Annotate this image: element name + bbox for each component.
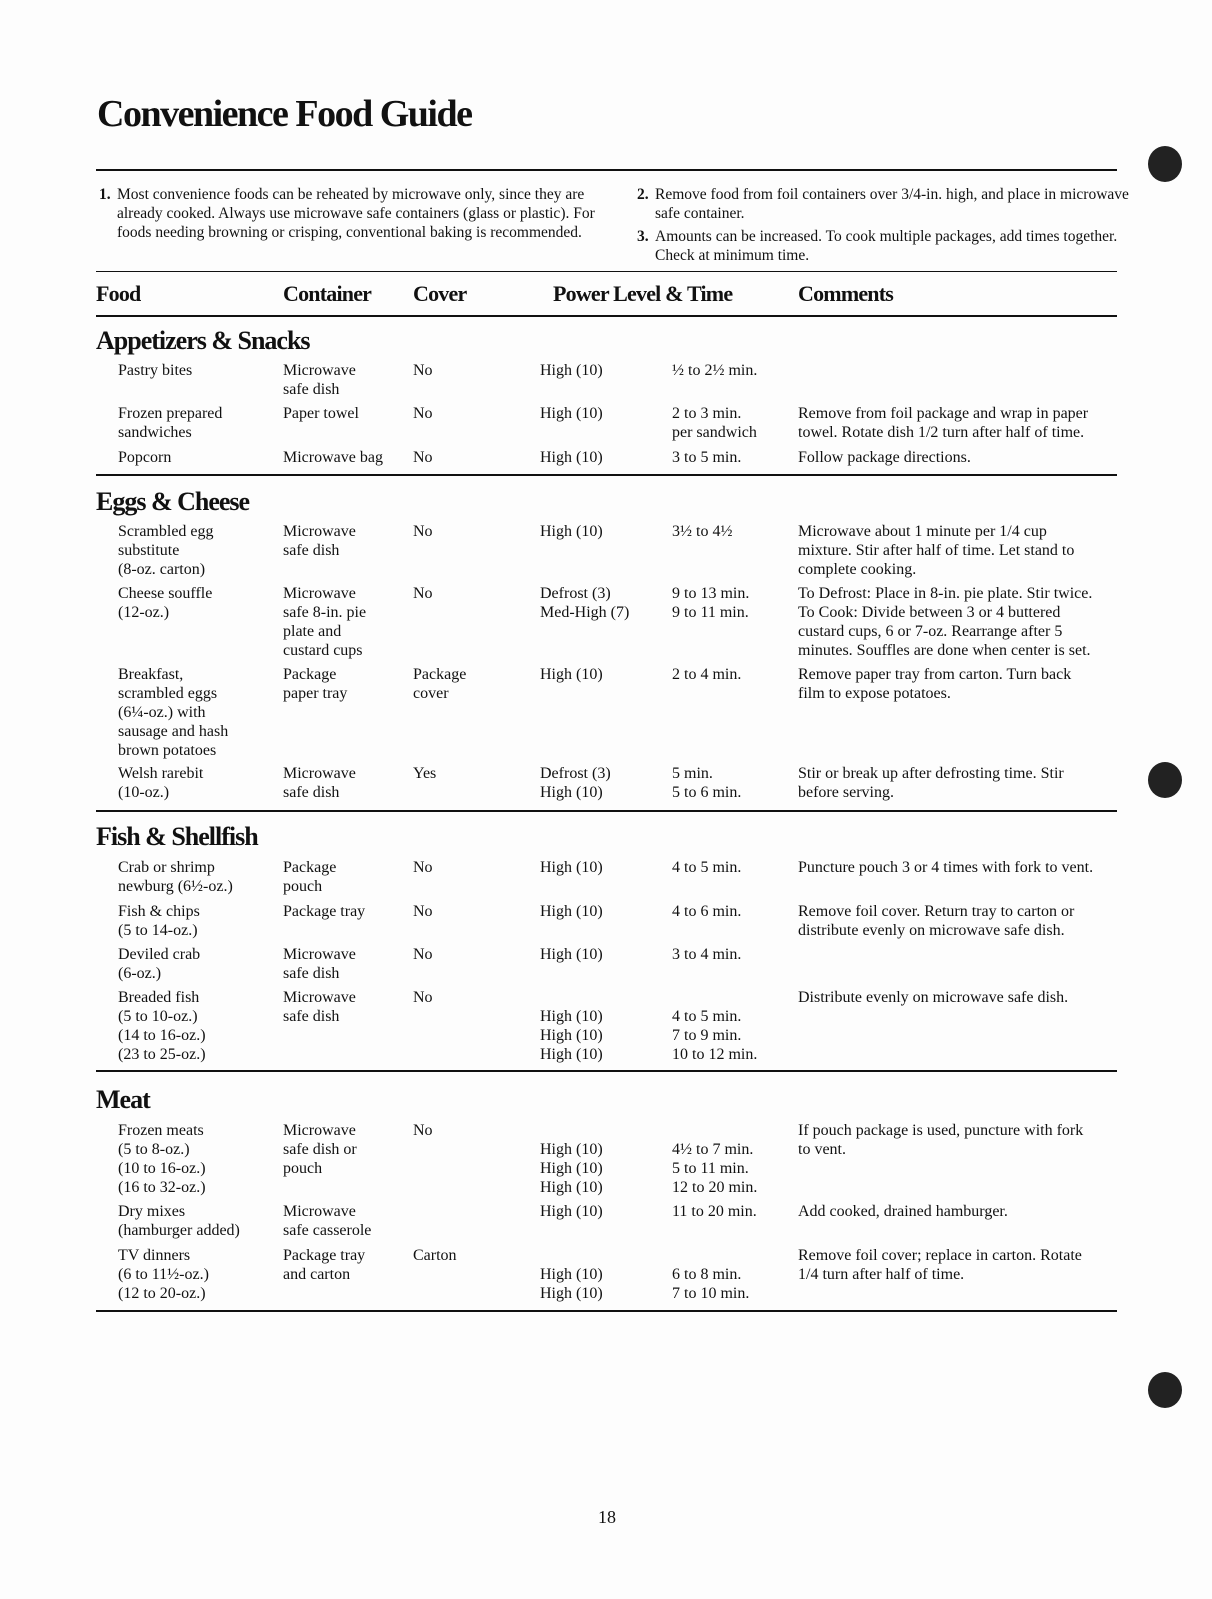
cell-container [283,764,356,802]
cell-food [118,404,222,442]
cell-cover [413,764,436,783]
comments-line: film to expose potatoes. [798,685,951,702]
food-line: (14 to 16-oz.) [118,1027,206,1044]
food-line: Fish & chips [118,903,200,920]
section-divider [96,810,1117,812]
time-line: 2 to 3 min. [672,405,742,422]
container-line: Microwave [283,1122,356,1139]
food-line: Cheese souffle [118,585,213,602]
power-line: High (10) [540,1141,603,1158]
container-line: Package [283,859,337,876]
power-line: High (10) [540,1027,603,1044]
cell-time [672,1202,757,1221]
binder-hole-icon [1148,146,1182,182]
cell-comments [798,665,1071,703]
power-line: High (10) [540,946,603,963]
food-line: (16 to 32-oz.) [118,1179,206,1196]
cell-cover [413,448,433,467]
container-line: Microwave [283,946,356,963]
food-line: TV dinners [118,1247,191,1264]
cell-power [540,584,629,622]
cell-time [672,665,741,684]
column-header-cover: Cover [413,281,467,306]
food-line: newburg (6½-oz.) [118,878,233,895]
cell-cover [413,522,433,541]
cell-food [118,1246,209,1303]
food-line: scrambled eggs [118,685,218,702]
cell-food [118,361,192,380]
power-line: Defrost (3) [540,585,611,602]
power-line: Med-High (7) [540,604,630,621]
food-line: (12 to 20-oz.) [118,1285,206,1302]
food-line: Dry mixes [118,1203,186,1220]
cell-food [118,945,200,983]
container-line: Microwave [283,523,356,540]
cell-comments [798,584,1092,660]
time-line: 10 to 12 min. [672,1046,758,1063]
food-line: Popcorn [118,449,172,466]
binder-hole-icon [1148,1372,1182,1408]
cell-time [672,522,732,541]
container-line: Microwave [283,1203,356,1220]
column-header-comments: Comments [798,281,894,306]
comments-line: Remove paper tray from carton. Turn back [798,666,1072,683]
container-line: safe 8-in. pie [283,604,367,621]
time-line: 4½ to 7 min. [672,1141,754,1158]
comments-line: If pouch package is used, puncture with fork [798,1122,1084,1139]
cover-line: No [413,946,433,963]
cell-time [672,902,741,921]
power-line: High (10) [540,523,603,540]
cell-container [283,404,359,423]
container-line: safe casserole [283,1222,372,1239]
cell-food [118,902,200,940]
divider [96,271,1117,272]
comments-line: towel. Rotate dish 1/2 turn after half of time. [798,424,1085,441]
food-line: Crab or shrimp [118,859,215,876]
cell-time [672,361,757,380]
food-line: (10-oz.) [118,784,170,801]
cell-time [672,945,741,964]
cell-power [540,448,603,467]
cell-food [118,764,203,802]
cover-line: No [413,449,433,466]
cover-line: Carton [413,1247,457,1264]
cell-cover [413,945,433,964]
section-heading: Fish & Shellfish [96,822,258,851]
time-line: 12 to 20 min. [672,1179,758,1196]
comments-line: distribute evenly on microwave safe dish. [798,922,1065,939]
cell-cover [413,1121,433,1140]
comments-line: Puncture pouch 3 or 4 times with fork to vent. [798,859,1094,876]
note-text: Amounts can be increased. To cook multiple packages, add times together. Check at minimum time. [655,228,1118,264]
time-line: 7 to 9 min. [672,1027,742,1044]
cover-line: cover [413,685,449,702]
cell-comments [798,858,1093,877]
note-number: 2. [637,186,649,203]
comments-line: complete cooking. [798,561,917,578]
cell-comments [798,404,1088,442]
food-line: (8-oz. carton) [118,561,206,578]
power-line: High (10) [540,1285,603,1302]
cell-container [283,1121,357,1178]
cell-comments [798,1121,1083,1159]
power-line: High (10) [540,784,603,801]
cell-container [283,584,366,660]
cell-power [540,1202,603,1221]
food-line: (5 to 10-oz.) [118,1008,198,1025]
cell-power [540,404,603,423]
container-line: safe dish [283,381,340,398]
container-line: Package [283,666,337,683]
cell-cover [413,1246,457,1265]
cell-comments [798,1202,1008,1221]
food-line: (5 to 8-oz.) [118,1141,190,1158]
cell-power [540,764,611,802]
cell-power [540,665,603,684]
cell-cover [413,665,466,703]
cell-time [672,1246,749,1303]
cell-time [672,764,741,802]
food-line: Welsh rarebit [118,765,204,782]
column-header-food: Food [96,281,141,306]
time-line: 5 to 6 min. [672,784,742,801]
power-line: High (10) [540,859,603,876]
section-divider [96,1310,1117,1312]
cell-container [283,1246,365,1284]
container-line: Microwave [283,585,356,602]
food-line: Frozen prepared [118,405,223,422]
cell-time [672,404,757,442]
time-line: 2 to 4 min. [672,666,742,683]
cell-food [118,448,171,467]
time-line: 7 to 10 min. [672,1285,750,1302]
cell-comments [798,448,971,467]
comments-line: Stir or break up after defrosting time. Stir [798,765,1064,782]
note-number: 1. [99,186,111,203]
power-line: High (10) [540,1008,603,1025]
container-line: safe dish [283,784,340,801]
cover-line: No [413,523,433,540]
comments-line: to vent. [798,1141,846,1158]
cell-cover [413,858,433,877]
time-line: 4 to 5 min. [672,1008,742,1025]
container-line: and carton [283,1266,351,1283]
time-line: 6 to 8 min. [672,1266,742,1283]
container-line: Package tray [283,1247,366,1264]
food-line: (6¼-oz.) with [118,704,206,721]
cell-time [672,448,741,467]
time-line: 3 to 5 min. [672,449,742,466]
page-title: Convenience Food Guide [97,93,472,135]
food-line: Breakfast, [118,666,184,683]
container-line: custard cups [283,642,363,659]
cell-power [540,1121,603,1197]
container-line: plate and [283,623,342,640]
power-line: High (10) [540,1266,603,1283]
time-line: 11 to 20 min. [672,1203,757,1220]
cover-line: Package [413,666,467,683]
comments-line: minutes. Souffles are done when center is set. [798,642,1091,659]
food-line: (23 to 25-oz.) [118,1046,206,1063]
power-line: High (10) [540,405,603,422]
cell-comments [798,1246,1082,1284]
container-line: Package tray [283,903,366,920]
cover-line: No [413,585,433,602]
note-text: Most convenience foods can be reheated by microwave only, since they are already cooked. Always use microwave safe containers (glass or plastic). For foods needing browning or crisping, conventional baking is recommended. [117,186,595,241]
section-divider [96,474,1117,476]
time-line: 4 to 6 min. [672,903,742,920]
cover-line: Yes [413,765,437,782]
time-line: 3½ to 4½ [672,523,733,540]
food-line: Pastry bites [118,362,193,379]
cell-container [283,448,383,467]
container-line: paper tray [283,685,348,702]
cell-cover [413,404,433,423]
food-line: (hamburger added) [118,1222,240,1239]
cell-container [283,945,356,983]
comments-line: Follow package directions. [798,449,971,466]
container-line: pouch [283,878,323,895]
cell-power [540,858,603,877]
power-line: High (10) [540,1203,603,1220]
cell-container [283,1202,371,1240]
cell-comments [798,988,1068,1007]
comments-line: To Defrost: Place in 8-in. pie plate. Stir twice. [798,585,1093,602]
food-line: Breaded fish [118,989,200,1006]
comments-line: 1/4 turn after half of time. [798,1266,965,1283]
container-line: Paper towel [283,405,359,422]
container-line: pouch [283,1160,323,1177]
time-line: per sandwich [672,424,757,441]
time-line: 9 to 13 min. [672,585,750,602]
column-header-container: Container [283,281,372,306]
power-line: High (10) [540,1046,603,1063]
cell-container [283,522,356,560]
food-line: sandwiches [118,424,192,441]
food-line: (6 to 11½-oz.) [118,1266,209,1283]
cell-power [540,988,603,1064]
power-line: High (10) [540,1160,603,1177]
page-number: 18 [598,1507,616,1527]
cell-power [540,945,603,964]
container-line: safe dish or [283,1141,357,1158]
comments-line: Distribute evenly on microwave safe dish. [798,989,1069,1006]
time-line: 5 min. [672,765,713,782]
power-line: Defrost (3) [540,765,611,782]
food-line: substitute [118,542,180,559]
time-line [672,1121,757,1140]
time-line: ½ to 2½ min. [672,362,758,379]
food-line: (10 to 16-oz.) [118,1160,206,1177]
container-line: Microwave [283,765,356,782]
container-line: Microwave [283,989,356,1006]
note-text: Remove food from foil containers over 3/4-in. high, and place in microwave safe container. [655,186,1129,222]
note-3 [637,227,1145,265]
power-line: High (10) [540,449,603,466]
comments-line: Add cooked, drained hamburger. [798,1203,1008,1220]
cell-food [118,522,214,579]
cell-power [540,1246,603,1303]
food-line: brown potatoes [118,742,217,759]
comments-line: Remove foil cover. Return tray to carton or [798,903,1075,920]
power-line [540,1246,603,1265]
cover-line: No [413,405,433,422]
cell-power [540,522,603,541]
cell-cover [413,902,433,921]
column-header-power: Power Level & Time [553,281,733,306]
divider [96,315,1117,317]
cell-comments [798,764,1064,802]
section-heading: Meat [96,1085,150,1114]
cell-power [540,361,603,380]
note-number: 3. [637,228,649,245]
cell-cover [413,988,433,1007]
cell-food [118,858,233,896]
food-line: Deviled crab [118,946,201,963]
time-line: 4 to 5 min. [672,859,742,876]
cell-power [540,902,603,921]
food-line: (6-oz.) [118,965,162,982]
cell-container [283,665,347,703]
divider [96,169,1117,171]
cell-food [118,665,228,760]
note-2 [637,185,1145,223]
cover-line: No [413,903,433,920]
time-line [672,1246,749,1265]
cell-time [672,988,757,1064]
power-line: High (10) [540,666,603,683]
comments-line: To Cook: Divide between 3 or 4 buttered [798,604,1061,621]
power-line [540,988,603,1007]
container-line: safe dish [283,1008,340,1025]
comments-line: before serving. [798,784,894,801]
note-1 [99,185,607,242]
cell-container [283,361,356,399]
cell-cover [413,584,433,603]
container-line: safe dish [283,965,340,982]
cell-cover [413,361,433,380]
cell-time [672,584,749,622]
power-line: High (10) [540,362,603,379]
cover-line: No [413,989,433,1006]
cell-container [283,858,336,896]
comments-line: mixture. Stir after half of time. Let stand to [798,542,1075,559]
food-line: (5 to 14-oz.) [118,922,198,939]
time-line: 9 to 11 min. [672,604,749,621]
power-line: High (10) [540,1179,603,1196]
comments-line: custard cups, 6 or 7-oz. Rearrange after 5 [798,623,1063,640]
cell-comments [798,522,1074,579]
container-line: safe dish [283,542,340,559]
food-line: Scrambled egg [118,523,214,540]
cover-line: No [413,859,433,876]
container-line: Microwave [283,362,356,379]
cell-food [118,584,212,622]
food-line: Frozen meats [118,1122,204,1139]
cell-container [283,988,356,1026]
cover-line: No [413,362,433,379]
comments-line: Microwave about 1 minute per 1/4 cup [798,523,1047,540]
food-line: sausage and hash [118,723,229,740]
cell-food [118,988,206,1064]
cover-line: No [413,1122,433,1139]
container-line: Microwave bag [283,449,383,466]
time-line: 3 to 4 min. [672,946,742,963]
binder-hole-icon [1148,762,1182,798]
power-line: High (10) [540,903,603,920]
cell-food [118,1202,240,1240]
comments-line: Remove from foil package and wrap in paper [798,405,1089,422]
cell-time [672,858,741,877]
cell-time [672,1121,757,1197]
time-line [672,988,757,1007]
comments-line: Remove foil cover; replace in carton. Rotate [798,1247,1082,1264]
food-line: (12-oz.) [118,604,170,621]
cell-food [118,1121,206,1197]
section-divider [96,1070,1117,1072]
power-line [540,1121,603,1140]
cell-comments [798,902,1074,940]
section-heading: Appetizers & Snacks [96,326,310,355]
section-heading: Eggs & Cheese [96,487,250,516]
time-line: 5 to 11 min. [672,1160,749,1177]
cell-container [283,902,365,921]
